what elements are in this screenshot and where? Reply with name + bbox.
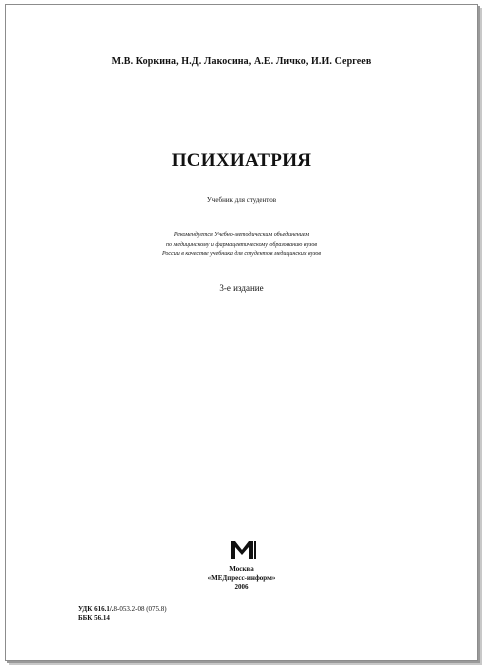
book-title: ПСИХИАТРИЯ xyxy=(171,150,312,171)
publisher-name: «МЕДпресс-информ» xyxy=(207,574,276,582)
udk-prefix: УДК 616.1/. xyxy=(78,605,114,613)
udk-rest: 8-053.2-08 (075.8) xyxy=(113,605,167,613)
publication-year: 2006 xyxy=(234,583,249,591)
publisher-block xyxy=(6,565,477,592)
book-subtitle: Учебник для студентов xyxy=(206,196,277,204)
title-page xyxy=(5,4,478,661)
udk-code xyxy=(78,605,167,614)
publisher-city: Москва xyxy=(229,565,254,573)
recommendation-line: по медицинскому и фармацевтическому образованию вузов xyxy=(166,241,317,248)
authors-line: М.В. Коркина, Н.Д. Лакосина, А.Е. Личко, И.И. Сергеев xyxy=(111,56,372,67)
recommendation-line: России в качестве учебника для студентов медицинских вузов xyxy=(161,251,322,257)
classification-codes xyxy=(78,605,167,623)
recommendation-block xyxy=(6,231,477,260)
recommendation-line: Рекомендуется Учебно-методическим объединением xyxy=(173,232,310,238)
medpress-logo-icon xyxy=(230,540,256,560)
edition-label: 3-е издание xyxy=(219,283,264,293)
bbk-code: ББК 56.14 xyxy=(78,614,110,622)
